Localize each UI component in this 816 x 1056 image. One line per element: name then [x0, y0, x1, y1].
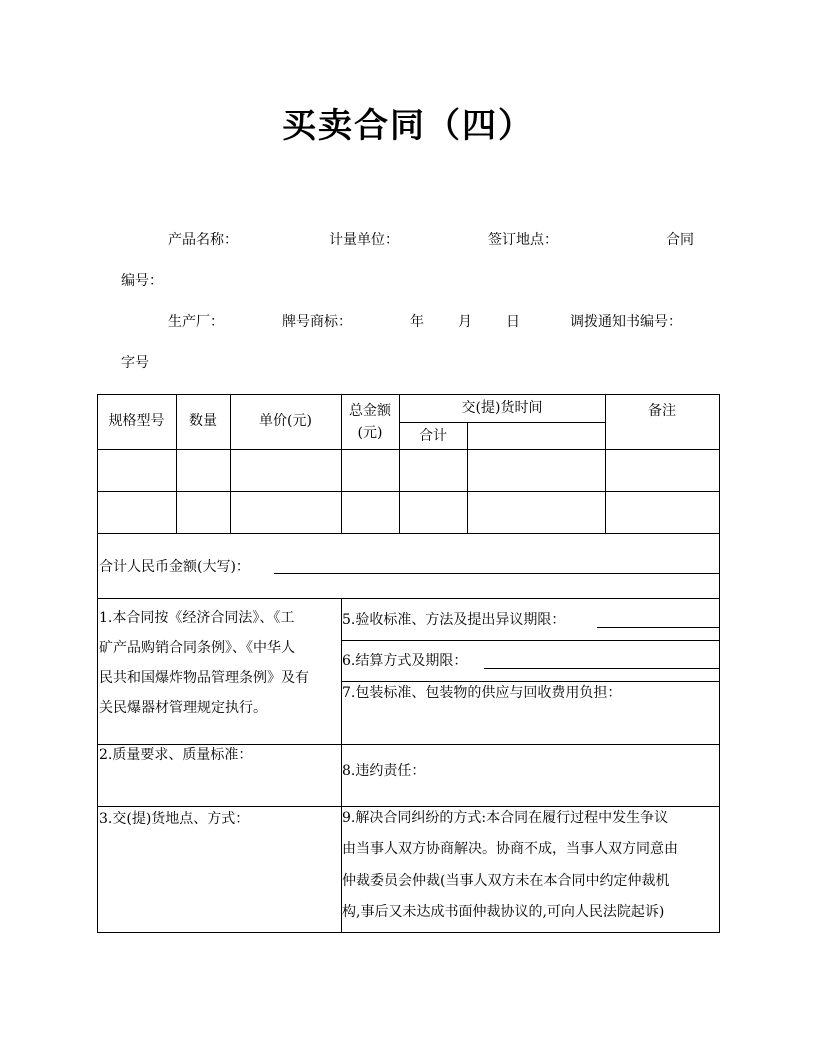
header-total-line2: (元): [357, 425, 383, 441]
contract-no-label-part1: 合同: [666, 232, 694, 248]
header-spec: 规格型号: [108, 413, 165, 429]
clause-9-line2: 由当事人双方协商解决。协商不成，当事人双方同意由: [342, 841, 678, 857]
header-total-line1: 总金额: [349, 403, 391, 419]
clause-1-line3: 民共和国爆炸物品管理条例》及有: [99, 670, 309, 686]
brand-label: 牌号商标：: [282, 314, 352, 330]
clause-7: 7.包装标准、包装物的供应与回收费用负担：: [342, 685, 622, 701]
sign-place-label: 签订地点：: [488, 232, 558, 248]
unit-label: 计量单位：: [329, 232, 399, 248]
clause-2: 2.质量要求、质量标准：: [99, 747, 253, 763]
month-label: 月: [458, 314, 472, 330]
rmb-total-label: 合计人民币金额(大写)：: [99, 559, 250, 575]
clause-9-line3: 仲裁委员会仲裁(当事人双方未在本合同中约定仲裁机: [342, 873, 670, 889]
clause-1-line4: 关民爆器材管理规定执行。: [99, 700, 267, 716]
header-subtotal: 合计: [419, 428, 447, 444]
header-qty: 数量: [189, 413, 217, 429]
clause-3: 3.交(提)货地点、方式：: [99, 811, 250, 827]
allocation-notice-label: 调拨通知书编号：: [570, 314, 682, 330]
clause-6: 6.结算方式及期限：: [342, 653, 468, 669]
clause-1-line2: 矿产品购销合同条例》、《中华人: [99, 640, 295, 656]
clause-9-line4: 构,事后又未达成书面仲裁协议的,可向人民法院起诉): [342, 904, 665, 920]
day-label: 日: [506, 314, 520, 330]
contract-no-label-part2: 编号：: [121, 273, 163, 289]
clause-1-line1: 1.本合同按《经济合同法》、《工: [99, 610, 295, 626]
clause-8: 8.违约责任：: [342, 763, 426, 779]
zihao-label: 字号: [121, 355, 149, 371]
header-price: 单价(元): [259, 413, 312, 429]
header-delivery-time: 交(提)货时间: [461, 400, 543, 416]
header-remark: 备注: [648, 403, 676, 419]
clause-9-line1: 9.解决合同纠纷的方式:本合同在履行过程中发生争议: [342, 810, 669, 826]
product-name-label: 产品名称：: [168, 232, 238, 248]
page-title: 买卖合同（四）: [282, 106, 534, 146]
manufacturer-label: 生产厂：: [168, 314, 224, 330]
year-label: 年: [410, 314, 424, 330]
clause-5: 5.验收标准、方法及提出异议期限：: [342, 612, 566, 628]
